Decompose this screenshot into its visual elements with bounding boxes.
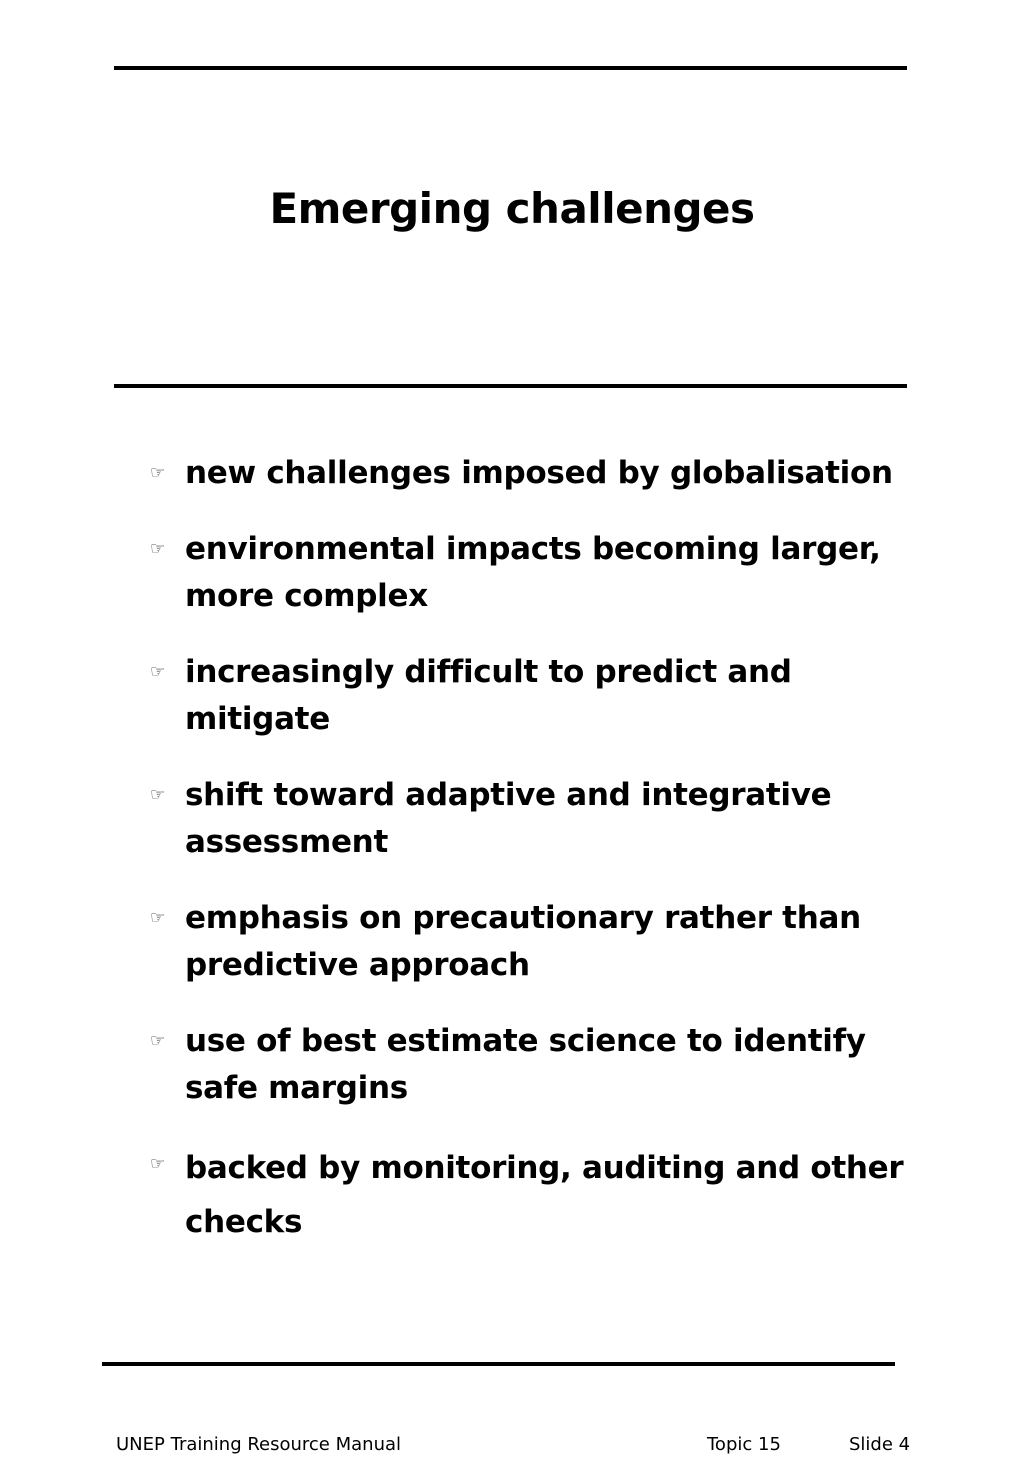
bullet-item: [150, 1018, 930, 1112]
pointing-hand-icon: ☞: [150, 463, 165, 483]
bullet-text: emphasis on precautionary rather than predictive approach: [185, 900, 861, 983]
bullet-text: new challenges imposed by globalisation: [185, 455, 893, 491]
bullet-item: [150, 772, 930, 866]
pointing-hand-icon: ☞: [150, 1031, 165, 1051]
slide-title: Emerging challenges: [269, 184, 755, 233]
bullet-text: shift toward adaptive and integrative assessment: [185, 777, 832, 860]
bullet-item: [150, 1141, 930, 1249]
top-divider: [114, 66, 907, 70]
pointing-hand-icon: ☞: [150, 539, 165, 559]
bullet-item: [150, 649, 930, 743]
pointing-hand-icon: ☞: [150, 908, 165, 928]
pointing-hand-icon: ☞: [150, 785, 165, 805]
bullet-text: increasingly difficult to predict and mitigate: [185, 654, 792, 737]
bullet-item: [150, 895, 930, 989]
bullet-text: environmental impacts becoming larger, more complex: [185, 531, 881, 614]
pointing-hand-icon: ☞: [150, 662, 165, 682]
footer-slide-number: Slide 4: [849, 1434, 911, 1455]
pointing-hand-icon: ☞: [150, 1154, 165, 1174]
footer-manual-name: UNEP Training Resource Manual: [116, 1434, 402, 1455]
title-divider: [114, 384, 907, 388]
bullet-text: backed by monitoring, auditing and other checks: [185, 1150, 904, 1240]
bullet-item: [150, 450, 930, 497]
bullet-text: use of best estimate science to identify safe margins: [185, 1023, 866, 1106]
footer-divider: [102, 1362, 895, 1366]
footer-topic: Topic 15: [707, 1434, 781, 1455]
bullet-item: [150, 526, 930, 620]
bullet-list: [150, 450, 930, 1278]
